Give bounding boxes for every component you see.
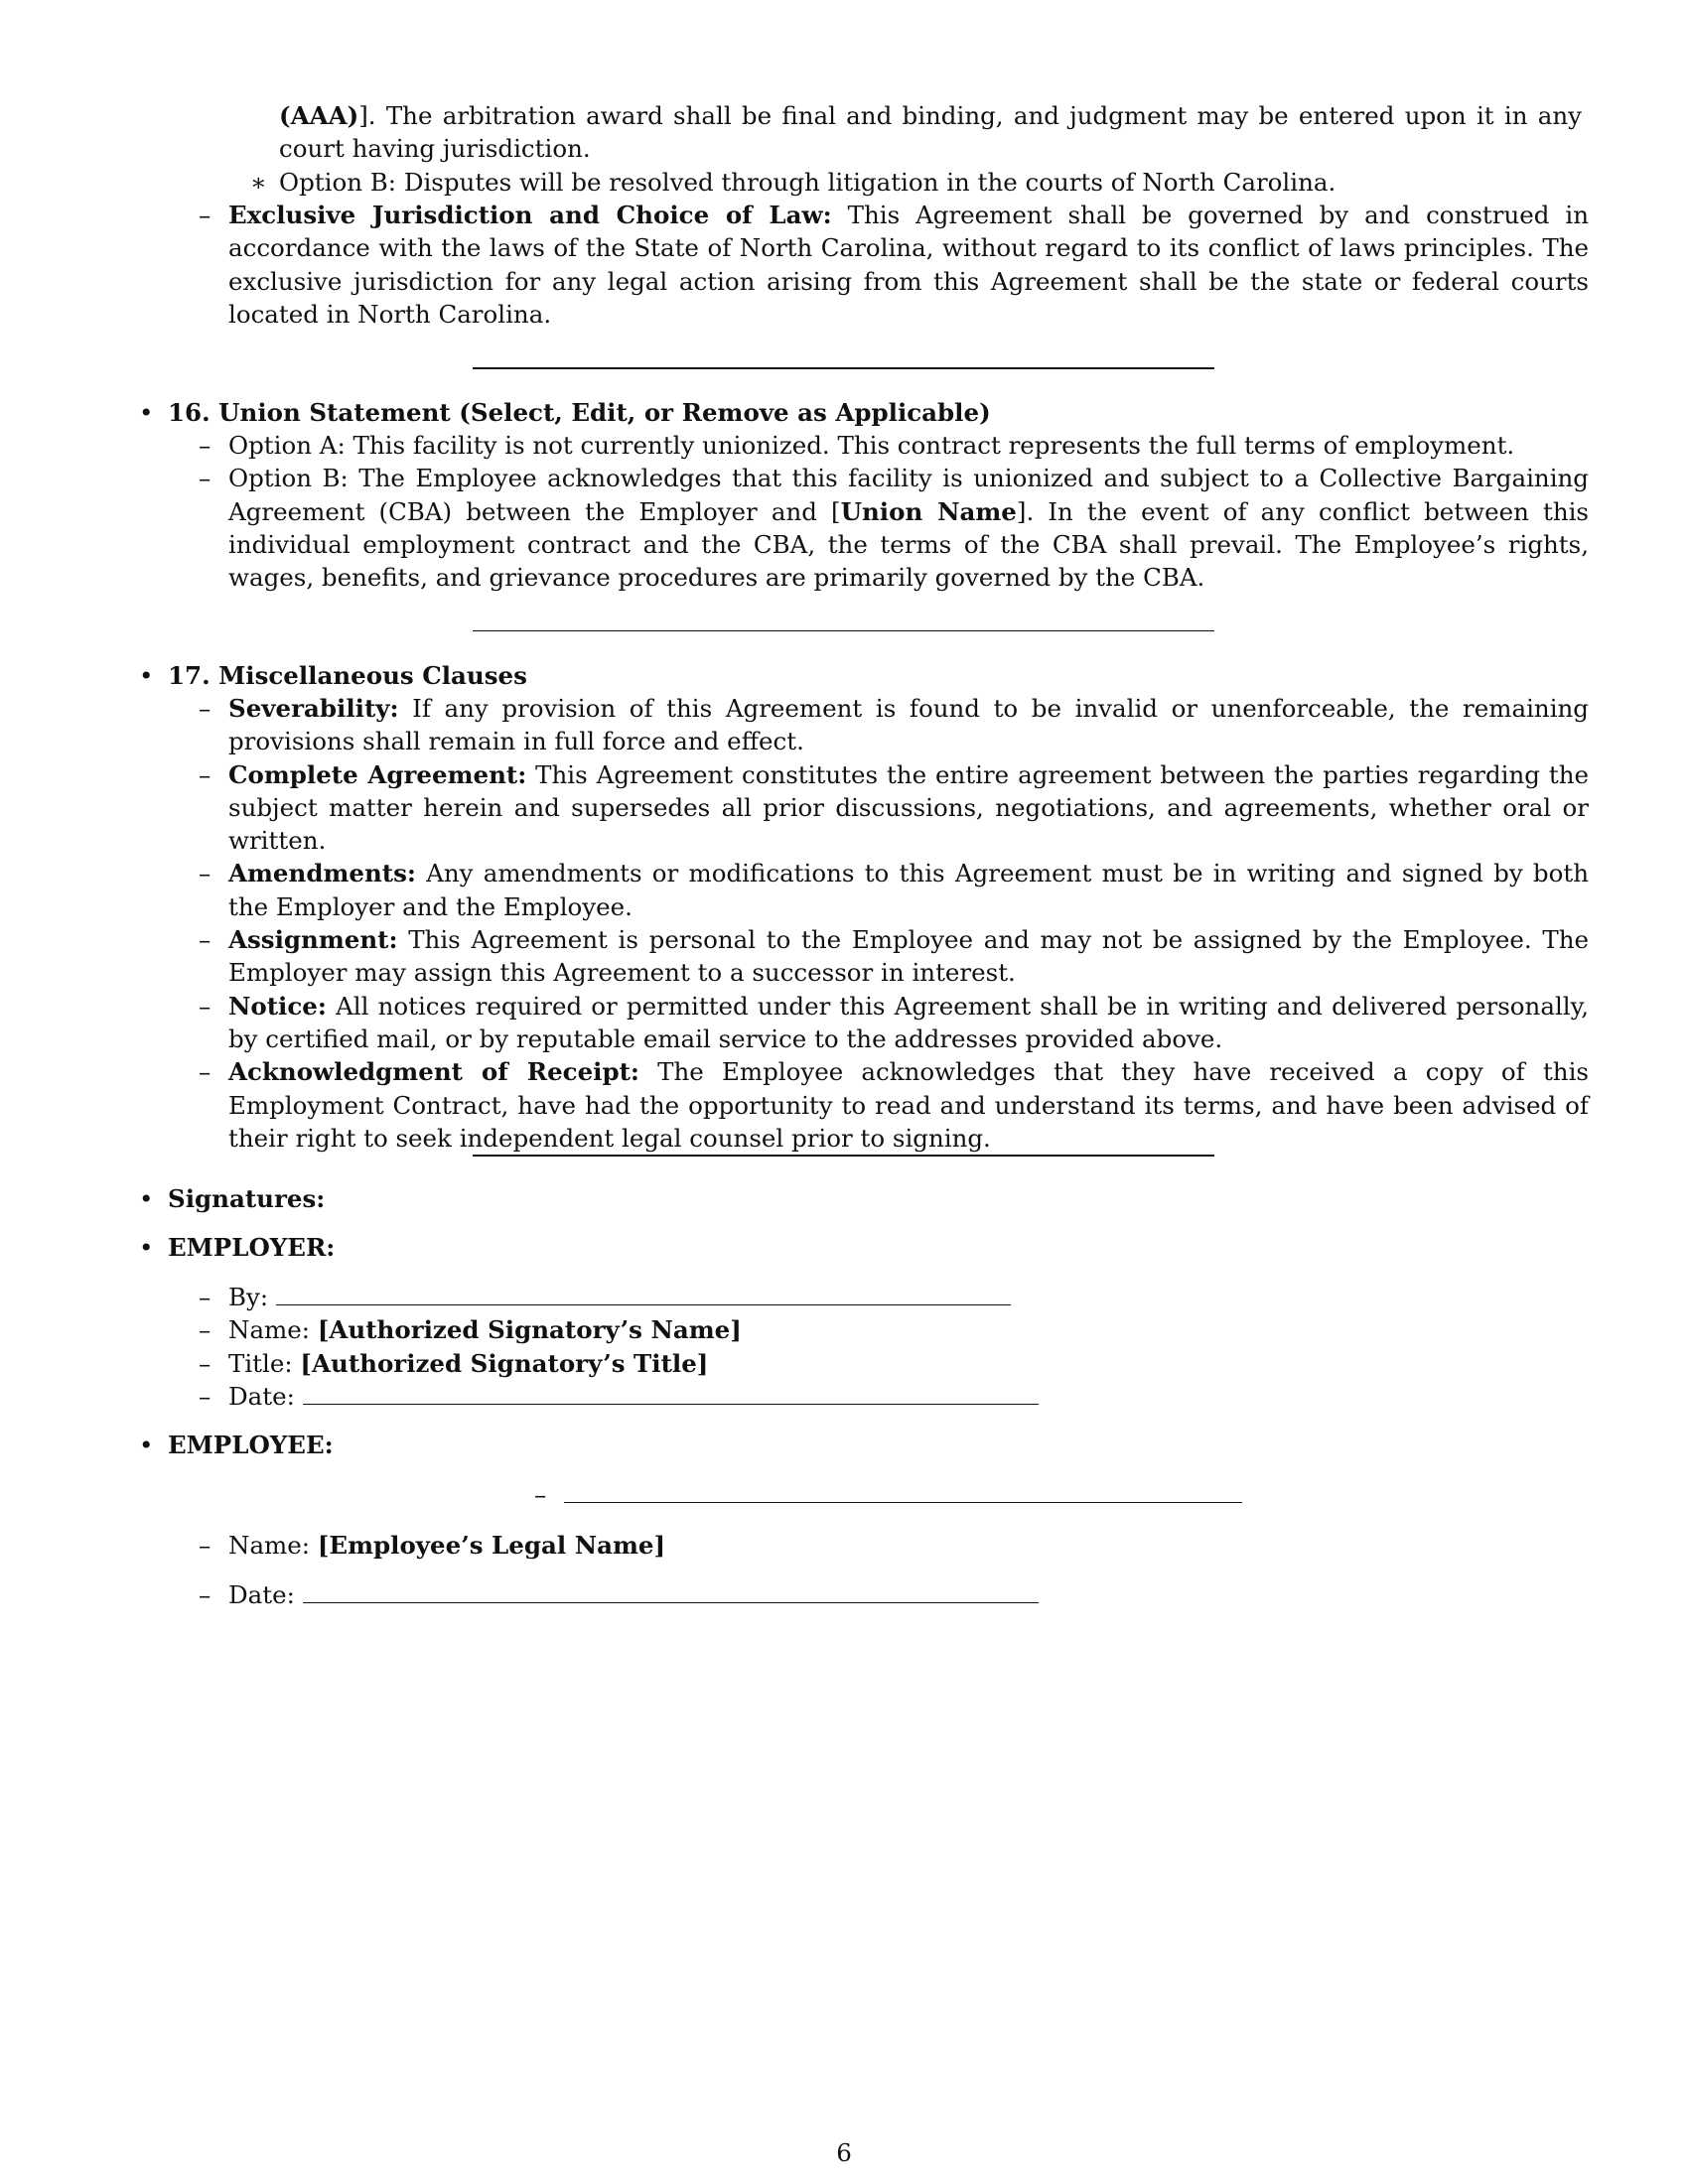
- option-b-text: Option B: Disputes will be resolved through litigation in the courts of North Carolina.: [279, 168, 1336, 197]
- dash-marker: –: [534, 1480, 547, 1509]
- section-16-heading: 16. Union Statement (Select, Edit, or Remove as Applicable): [168, 398, 991, 427]
- option-b-marker: ∗: [250, 168, 267, 197]
- aaa-bold: (AAA): [279, 101, 359, 130]
- bullet-marker: •: [139, 1233, 154, 1262]
- employee-date-row: [199, 1578, 1589, 1611]
- dash-marker: –: [199, 1057, 211, 1087]
- dash-marker: –: [199, 201, 211, 229]
- dash-marker: –: [199, 1381, 211, 1411]
- employer-name-placeholder: [Authorized Signatory’s Name]: [317, 1315, 742, 1345]
- dash-marker: –: [199, 991, 211, 1021]
- clause-label: Amendments:: [228, 859, 416, 888]
- signatures-heading: Signatures:: [168, 1184, 326, 1213]
- dash-marker: –: [199, 859, 211, 888]
- employer-title-placeholder: [Authorized Signatory’s Title]: [300, 1348, 709, 1378]
- clause-item: [199, 857, 1589, 923]
- employee-signature-line[interactable]: [564, 1480, 1242, 1503]
- page-number: 6: [836, 2138, 852, 2167]
- dash-marker: –: [199, 431, 211, 460]
- bullet-marker: •: [139, 398, 154, 427]
- clause-item: [199, 692, 1589, 758]
- by-label: By:: [228, 1283, 269, 1311]
- arbitration-text: ]. The arbitration award shall be final and binding, and judgment may be entered upon it in any court having jurisdiction.: [279, 101, 1582, 164]
- jurisdiction-label: Exclusive Jurisdiction and Choice of Law:: [228, 201, 832, 229]
- employee-signature-row: [534, 1478, 1242, 1511]
- section-16-options: [199, 429, 1590, 594]
- clause-label: Acknowledgment of Receipt:: [228, 1057, 639, 1087]
- dash-marker: –: [199, 1531, 211, 1560]
- dash-marker: –: [199, 1283, 211, 1311]
- title-label: Title:: [228, 1348, 293, 1378]
- dash-marker: –: [199, 1315, 211, 1345]
- union-name-placeholder: Union Name: [840, 496, 1017, 526]
- clause-text: The Employee acknowledges that they have received a copy of this Employment Contract, have had the opportunity to read and understand its terms, and have been advised of their right to seek independent legal counsel prior to signing.: [228, 1057, 1589, 1153]
- clause-text: This Agreement constitutes the entire agreement between the parties regarding the subject matter herein and supersedes all prior discussions, negotiations, and agreements, whether oral or written.: [228, 759, 1589, 856]
- section-divider: [473, 367, 1214, 369]
- employer-signature-line[interactable]: [276, 1283, 1011, 1305]
- clause-label: Complete Agreement:: [228, 759, 527, 789]
- dash-marker: –: [199, 1580, 211, 1609]
- section-divider: [473, 630, 1214, 631]
- dash-marker: –: [199, 925, 211, 955]
- employee-name-placeholder: [Employee’s Legal Name]: [317, 1531, 666, 1560]
- clause-text: This Agreement is personal to the Employee and may not be assigned by the Employee. The Employer may assign this Agreement to a successor in interest.: [228, 925, 1589, 988]
- employee-date-line[interactable]: [303, 1580, 1039, 1603]
- employer-date-line[interactable]: [303, 1382, 1039, 1405]
- dash-marker: –: [199, 464, 211, 493]
- bullet-marker: •: [139, 1431, 154, 1459]
- clause-item: [199, 923, 1589, 990]
- arbitration-continuation: [279, 99, 1582, 166]
- employer-heading: EMPLOYER:: [168, 1233, 336, 1262]
- option-b-litigation: [250, 166, 1582, 199]
- jurisdiction-clause: [199, 199, 1589, 331]
- clause-item: [199, 758, 1589, 858]
- bullet-marker: •: [139, 1184, 154, 1213]
- employer-signature-block: [199, 1281, 1589, 1413]
- date-label: Date:: [228, 1381, 295, 1411]
- employee-heading: EMPLOYEE:: [168, 1431, 334, 1459]
- name-label: Name:: [228, 1315, 311, 1345]
- section-17-heading: 17. Miscellaneous Clauses: [168, 661, 527, 690]
- union-option-b: Option B: The Employee acknowledges that this facility is unionized and subject to a Collective Bargaining Agreement (CBA) between the Employer and [Union Name]. In the event of any conflict between this individual employment contract and the CBA, the terms of the CBA shall prevail. The Employee’s rights, wages, benefits, and grievance procedures are primarily governed by the CBA.: [228, 464, 1590, 593]
- section-divider: [473, 1155, 1214, 1157]
- dash-marker: –: [199, 1348, 211, 1378]
- union-option-a: Option A: This facility is not currently unionized. This contract represents the full terms of employment.: [228, 431, 1515, 460]
- dash-marker: –: [199, 759, 211, 789]
- bullet-marker: •: [139, 661, 154, 690]
- employee-name-row: [199, 1529, 1589, 1562]
- clause-text: Any amendments or modifications to this Agreement must be in writing and signed by both the Employer and the Employee.: [228, 859, 1589, 921]
- clause-label: Notice:: [228, 991, 327, 1021]
- clause-text: All notices required or permitted under this Agreement shall be in writing and delivered personally, by certified mail, or by reputable email service to the addresses provided above.: [228, 991, 1589, 1053]
- clause-label: Assignment:: [228, 925, 398, 955]
- dash-marker: –: [199, 694, 211, 723]
- date-label: Date:: [228, 1580, 295, 1609]
- clause-item: [199, 1055, 1589, 1155]
- section-17-clauses: [199, 692, 1589, 1155]
- clause-label: Severability:: [228, 694, 399, 723]
- name-label: Name:: [228, 1531, 311, 1560]
- clause-text: If any provision of this Agreement is found to be invalid or unenforceable, the remaining provisions shall remain in full force and effect.: [228, 694, 1589, 756]
- clause-item: [199, 990, 1589, 1056]
- jurisdiction-text: This Agreement shall be governed by and construed in accordance with the laws of the State of North Carolina, without regard to its conflict of laws principles. The exclusive jurisdiction for any legal action arising from this Agreement shall be the state or federal courts located in North Carolina.: [228, 201, 1589, 329]
